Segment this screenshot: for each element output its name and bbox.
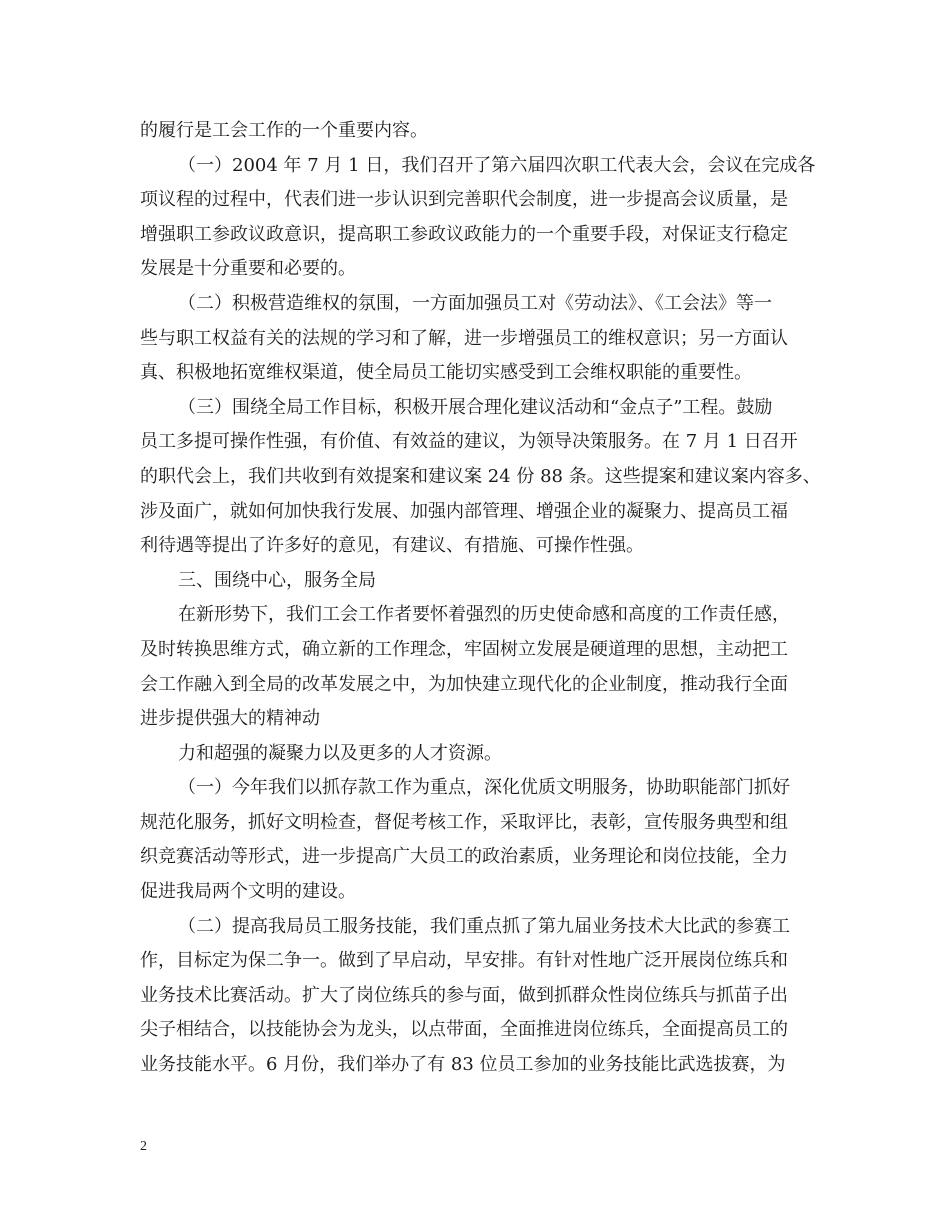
text-line: （二）提高我局员工服务技能，我们重点抓了第九届业务技术大比武的参赛工 (178, 915, 790, 937)
text-line: 尖子相结合，以技能协会为龙头，以点带面，全面推进岗位练兵，全面提高员工的 (140, 1019, 788, 1041)
page-number: 2 (140, 1139, 147, 1154)
text-line: 项议程的过程中，代表们进一步认识到完善职代会制度，进一步提高会议质量，是 (140, 189, 788, 211)
text-line: 在新形势下，我们工会工作者要怀着强烈的历史使命感和高度的工作责任感， (178, 604, 790, 626)
text-line: 的履行是工会工作的一个重要内容。 (140, 120, 428, 141)
body-text (140, 114, 830, 1083)
text-line: （一）今年我们以抓存款工作为重点，深化优质文明服务，协助职能部门抓好 (178, 777, 790, 799)
text-line: 进步提供强大的精神动 (140, 708, 320, 730)
text-line: （三）围绕全局工作目标，积极开展合理化建议活动和“金点子”工程。鼓励 (178, 396, 773, 418)
text-line: 员工多提可操作性强，有价值、有效益的建议，为领导决策服务。在 7 月 1 日召开 (140, 431, 798, 453)
text-line: 些与职工权益有关的法规的学习和了解，进一步增强员工的维权意识；另一方面认 (140, 327, 788, 349)
text-line: 业务技术比赛活动。扩大了岗位练兵的参与面，做到抓群众性岗位练兵与抓苗子出 (140, 984, 788, 1006)
text-line: 规范化服务，抓好文明检查，督促考核工作，采取评比，表彰，宣传服务典型和组 (140, 811, 788, 833)
text-line: （一）2004 年 7 月 1 日，我们召开了第六届四次职工代表大会，会议在完成各 (178, 154, 816, 176)
text-line: （二）积极营造维权的氛围，一方面加强员工对《劳动法》、《工会法》等一 (178, 292, 772, 314)
text-line: 真、积极地拓宽维权渠道，使全局员工能切实感受到工会维权职能的重要性。 (140, 362, 752, 384)
text-line: 的职代会上，我们共收到有效提案和建议案 24 份 88 条。这些提案和建议案内容多、 (140, 465, 821, 487)
text-line: 促进我局两个文明的建设。 (140, 881, 356, 903)
text-line: 会工作融入到全局的改革发展之中，为加快建立现代化的企业制度，推动我行全面 (140, 673, 788, 695)
text-line: 涉及面广，就如何加快我行发展、加强内部管理、增强企业的凝聚力、提高员工福 (140, 500, 788, 522)
text-line: 力和超强的凝聚力以及更多的人才资源。 (178, 742, 502, 764)
text-line: 织竞赛活动等形式，进一步提高广大员工的政治素质，业务理论和岗位技能，全力 (140, 846, 788, 868)
text-line: 发展是十分重要和必要的。 (140, 258, 356, 280)
text-line: 利待遇等提出了许多好的意见，有建议、有措施、可操作性强。 (140, 535, 644, 557)
text-line: 作，目标定为保二争一。做到了早启动，早安排。有针对性地广泛开展岗位练兵和 (140, 950, 788, 972)
text-line: 业务技能水平。6 月份，我们举办了有 83 位员工参加的业务技能比武选拔赛，为 (140, 1054, 786, 1076)
text-line: 三、围绕中心，服务全局 (178, 569, 376, 591)
text-line: 增强职工参政议政意识，提高职工参政议政能力的一个重要手段，对保证支行稳定 (140, 223, 788, 245)
text-line: 及时转换思维方式，确立新的工作理念，牢固树立发展是硬道理的思想，主动把工 (140, 638, 788, 660)
